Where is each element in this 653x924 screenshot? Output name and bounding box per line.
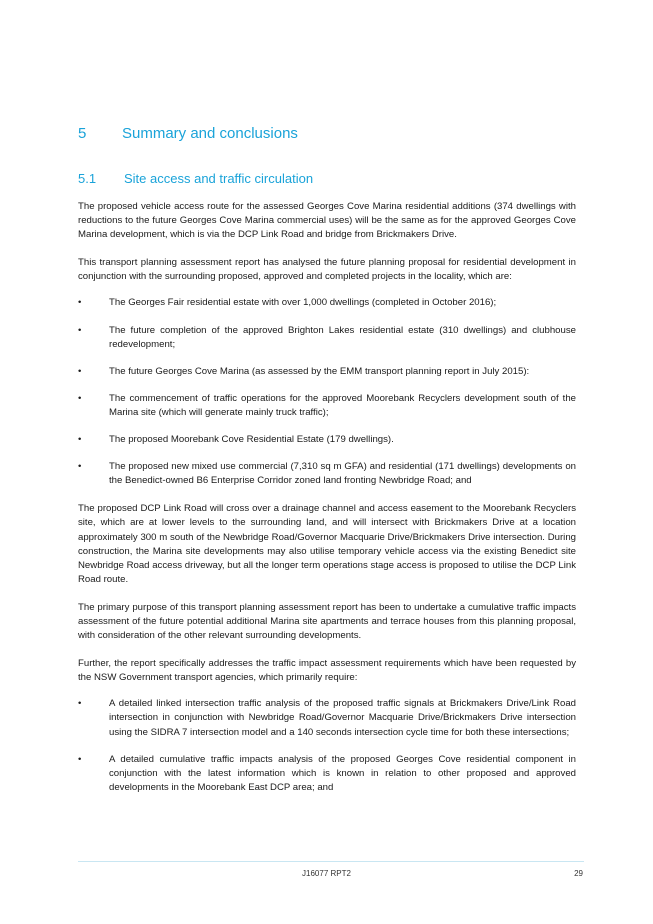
list-item: • The Georges Fair residential estate with over 1,000 dwellings (completed in October 2016); [78, 296, 576, 310]
section-number: 5 [78, 125, 87, 142]
list-item: • The future completion of the approved Brighton Lakes residential estate (310 dwellings) and clubhouse redevelopment; [78, 324, 576, 352]
list-item: • The future Georges Cove Marina (as assessed by the EMM transport planning report in July 2015): [78, 365, 576, 379]
subsection-heading [78, 170, 576, 188]
bullet-icon: • [78, 324, 82, 336]
page-number: 29 [574, 869, 583, 878]
bullet-icon: • [78, 392, 82, 404]
paragraph-requirements-intro: Further, the report specifically addresses the traffic impact assessment requirements which have been requested by the NSW Government transport agencies, which primarily require: [78, 658, 576, 684]
bullet-icon: • [78, 461, 82, 473]
subsection-title: Site access and traffic circulation [124, 171, 314, 186]
requirements-list [78, 697, 576, 795]
bullet-icon: • [78, 297, 82, 309]
bullet-icon: • [78, 753, 82, 765]
paragraph-assessment-scope: This transport planning assessment report has analysed the future planning proposal for residential development in conjunction with the surrounding proposed, approved and completed projects in the locality, which are: [78, 257, 576, 283]
section-heading [78, 124, 576, 144]
bullet-icon: • [78, 698, 82, 710]
paragraph-link-road: The proposed DCP Link Road will cross over a drainage channel and access easement to the Moorebank Recyclers site, which are at lower levels to the surrounding land, and will intersect with Brickmakers Drive at a location approximately 300 m south of the Newbridge Road/Governor Macquarie Drive/Brickmakers Drive intersection. During construction, the Marina site developments may also utilise temporary vehicle access via the existing Benedict site Newbridge Road access driveway, but all the longer term operations stage access is proposed to utilise the DCP Link Road route. [78, 503, 576, 585]
list-item: • The proposed Moorebank Cove Residential Estate (179 dwellings). [78, 433, 576, 447]
bullet-icon: • [78, 434, 82, 446]
page-content [78, 124, 576, 795]
paragraph-access-route: The proposed vehicle access route for the assessed Georges Cove Marina residential additions (374 dwellings with reductions to the future Georges Cove Marina commercial uses) will be the same as for the approved Georges Cove Marina development, which is via the DCP Link Road and bridge from Brickmakers Drive. [78, 201, 576, 241]
footer-reference: J16077 RPT2 [302, 869, 351, 878]
list-item: • A detailed linked intersection traffic analysis of the proposed traffic signals at Brickmakers Drive/Link Road intersection in conjunction with Newbridge Road/Governor Macquarie Drive/Brickmakers Drive intersection using the SIDRA 7 intersection model and a 140 seconds intersection cycle time for both these intersections; [78, 697, 576, 739]
list-item: • The commencement of traffic operations for the approved Moorebank Recyclers development south of the Marina site (which will generate mainly truck traffic); [78, 392, 576, 420]
list-item: • The proposed new mixed use commercial (7,310 sq m GFA) and residential (171 dwellings) developments on the Benedict-owned B6 Enterprise Corridor zoned land fronting Newbridge Road; and [78, 460, 576, 488]
paragraph-purpose: The primary purpose of this transport planning assessment report has been to undertake a cumulative traffic impacts assessment of the future potential additional Marina site apartments and terrace houses from this planning proposal, with consideration of the other relevant surrounding developments. [78, 601, 576, 642]
subsection-number: 5.1 [78, 171, 97, 186]
bullet-icon: • [78, 365, 82, 377]
footer-divider [78, 861, 584, 862]
list-item: • A detailed cumulative traffic impacts analysis of the proposed Georges Cove residential component in conjunction with the latest information which is known in relation to other proposed and approved developments in the Moorebank East DCP area; and [78, 753, 576, 795]
section-title: Summary and conclusions [122, 125, 298, 142]
projects-list [78, 296, 576, 488]
